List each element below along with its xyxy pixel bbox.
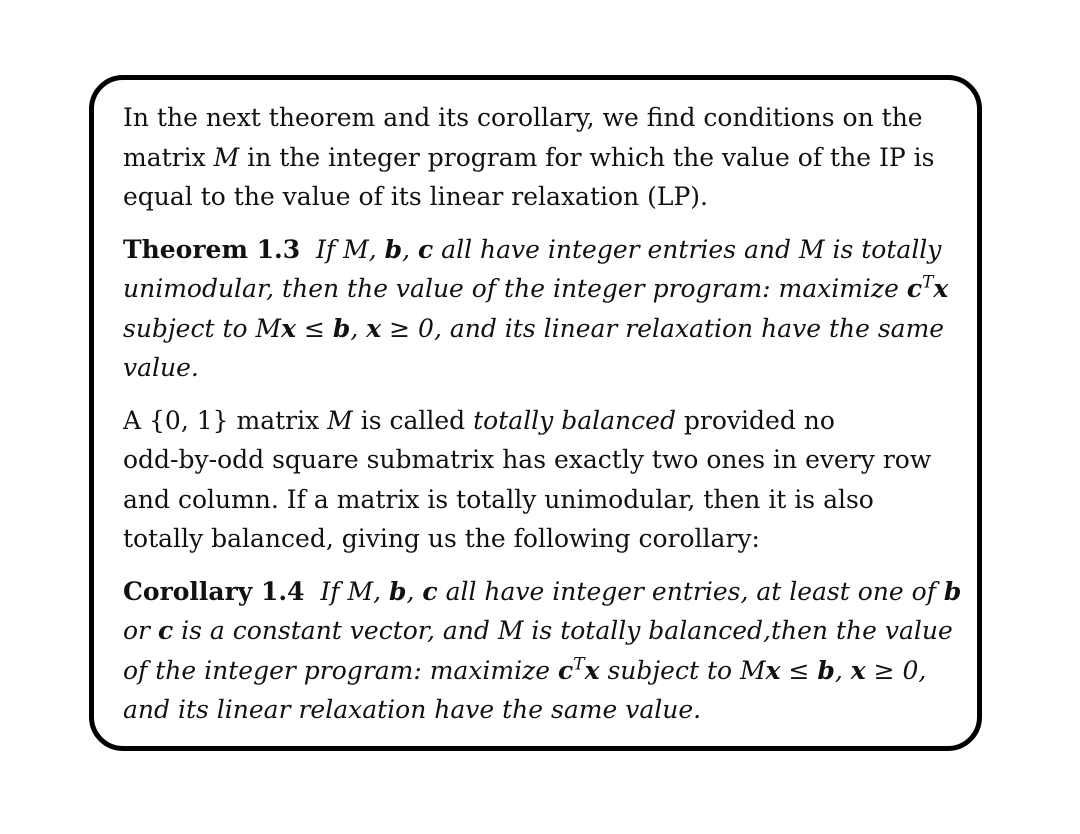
math-M: M bbox=[213, 142, 240, 172]
corollary-line-3: of the integer program: maximize $c^Tx$ subject to Mx ≤ b, x ≥ 0, bbox=[123, 654, 927, 685]
theorem-label: Theorem 1.3 bbox=[123, 234, 301, 264]
intro-line-1: In the next theorem and its corollary, we find conditions on the bbox=[123, 103, 923, 132]
corollary-block bbox=[123, 572, 962, 730]
corollary-label: Corollary 1.4 bbox=[123, 576, 305, 606]
theorem-line-3: subject to Mx ≤ b, x ≥ 0, and its linear relaxation have the same bbox=[123, 313, 945, 343]
page-content bbox=[123, 98, 962, 743]
theorem-line-4: value. bbox=[123, 353, 199, 382]
definition-line-4: totally balanced, giving us the following corollary: bbox=[123, 524, 760, 553]
theorem-line-1: Theorem 1.3 If M, b, c all have integer entries and M is totally bbox=[123, 234, 942, 264]
intro-line-3: equal to the value of its linear relaxation (LP). bbox=[123, 182, 708, 211]
definition-line-1: A {0, 1} matrix M is called totally balanced provided no bbox=[123, 405, 835, 435]
corollary-line-1: Corollary 1.4 If M, b, c all have integer entries, at least one of b bbox=[123, 576, 962, 606]
definition-line-3: and column. If a matrix is totally unimodular, then it is also bbox=[123, 484, 874, 514]
definition-line-2: odd-by-odd square submatrix has exactly two ones in every row bbox=[123, 445, 932, 474]
corollary-line-2: or c is a constant vector, and M is totally balanced,then the value bbox=[123, 616, 953, 645]
intro-paragraph bbox=[123, 98, 958, 217]
intro-line-2: matrix M in the integer program for which the value of the IP is bbox=[123, 142, 935, 172]
corollary-line-4: and its linear relaxation have the same value. bbox=[123, 695, 702, 724]
defined-term: totally balanced bbox=[473, 405, 676, 435]
theorem-line-2: unimodular, then the value of the integer program: maximize $c^Tx$ bbox=[123, 272, 949, 303]
definition-paragraph bbox=[123, 401, 958, 559]
theorem-block bbox=[123, 230, 958, 388]
